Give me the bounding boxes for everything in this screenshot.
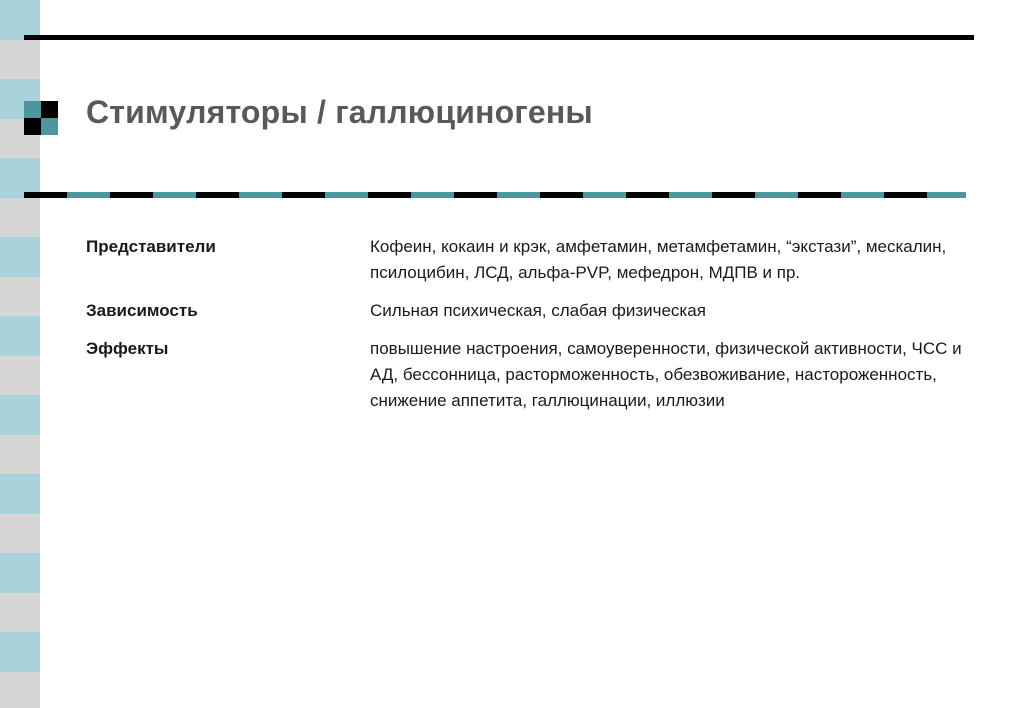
mark-square-teal [24, 101, 41, 118]
row-value-representatives: Кофеин, кокаин и крэк, амфетамин, метамфетамин, “экстази”, мескалин, псилоцибин, ЛСД, альфа-PVP, мефедрон, МДПВ и пр. [370, 237, 947, 282]
table-row [86, 234, 986, 286]
row-label-effects: Эффекты [86, 339, 169, 358]
slide-title: Стимуляторы / галлюциногены [86, 94, 593, 130]
mark-square-black [41, 101, 58, 118]
mark-square-black [24, 118, 41, 135]
row-label-representatives: Представители [86, 237, 216, 256]
table-row [86, 298, 986, 324]
row-value-dependence: Сильная психическая, слабая физическая [370, 301, 706, 320]
row-value-effects: повышение настроения, самоуверенности, физической активности, ЧСС и АД, бессонница, расторможенность, обезвоживание, настороженность, снижение аппетита, галлюцинации, иллюзии [370, 339, 962, 410]
top-rule [24, 35, 974, 40]
table-row [86, 336, 986, 414]
mark-square-teal [41, 118, 58, 135]
dashed-divider [24, 192, 966, 198]
title-bullet-mark [24, 101, 58, 135]
content-table [86, 234, 986, 426]
row-label-dependence: Зависимость [86, 301, 198, 320]
